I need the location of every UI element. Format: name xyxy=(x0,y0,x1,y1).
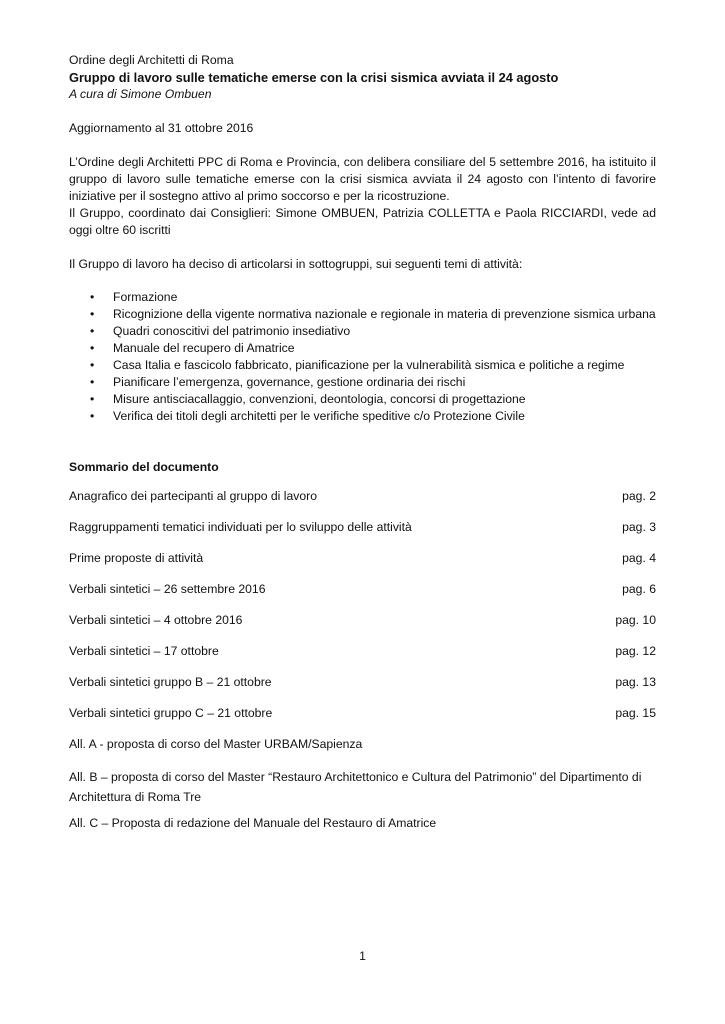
bullet-icon: • xyxy=(90,341,95,355)
bullet-icon: • xyxy=(90,324,95,338)
toc-entry-label: Verbali sintetici gruppo C – 21 ottobre xyxy=(69,706,273,720)
intro-paragraph-2: Il Gruppo, coordinato dai Consiglieri: Simone OMBUEN, Patrizia COLLETTA e Paola RICCIARDI, vede ad oggi oltre 60 iscritti xyxy=(69,206,656,237)
toc-entry-page: pag. 6 xyxy=(622,582,656,596)
list-item-text: Casa Italia e fascicolo fabbricato, pianificazione per la vulnerabilità sismica e politiche a regime xyxy=(113,358,625,372)
toc-entry-page: pag. 10 xyxy=(615,613,656,627)
toc-entry-page: pag. 3 xyxy=(622,520,656,534)
list-item xyxy=(69,374,656,391)
toc-entry-label: Prime proposte di attività xyxy=(69,551,204,565)
toc-row xyxy=(69,705,656,736)
list-item xyxy=(69,306,656,323)
annex-b: All. B – proposta di corso del Master “Restauro Architettonico e Cultura del Patrimonio” del Dipartimento di Architettura di Roma Tre xyxy=(69,770,642,804)
list-item-text: Verifica dei titoli degli architetti per le verifiche speditive c/o Protezione Civile xyxy=(113,409,525,423)
toc-entry-label: Verbali sintetici – 4 ottobre 2016 xyxy=(69,613,243,627)
toc-entry-label: Raggruppamenti tematici individuati per lo sviluppo delle attività xyxy=(69,520,412,534)
annex-a: All. A - proposta di corso del Master URBAM/Sapienza xyxy=(69,737,363,751)
toc-entry-label: Verbali sintetici – 26 settembre 2016 xyxy=(69,582,266,596)
list-item xyxy=(69,340,656,357)
topics-intro: Il Gruppo di lavoro ha deciso di articolarsi in sottogruppi, sui seguenti temi di attività: xyxy=(69,257,523,271)
topics-list xyxy=(69,289,656,425)
table-of-contents xyxy=(69,488,656,832)
toc-entry-page: pag. 15 xyxy=(615,706,656,720)
list-item-text: Quadri conoscitivi del patrimonio insediativo xyxy=(113,324,351,338)
document-title: Gruppo di lavoro sulle tematiche emerse con la crisi sismica avviata il 24 agosto xyxy=(69,70,559,85)
intro-paragraph-1: L’Ordine degli Architetti PPC di Roma e Provincia, con delibera consiliare del 5 settembre 2016, ha istituito il gruppo di lavoro sulle tematiche emerse con la crisi sismica avviata il 24 agosto con l’intento di favorire iniziative per il sostegno attivo al primo soccorso e per la ricostruzione. xyxy=(69,155,656,203)
toc-entry-page: pag. 13 xyxy=(615,675,656,689)
bullet-icon: • xyxy=(90,307,95,321)
document-page xyxy=(69,52,656,832)
bullet-icon: • xyxy=(90,409,95,423)
toc-row xyxy=(69,519,656,550)
annex-c: All. C – Proposta di redazione del Manuale del Restauro di Amatrice xyxy=(69,816,437,830)
bullet-icon: • xyxy=(90,375,95,389)
list-item-text: Ricognizione della vigente normativa nazionale e regionale in materia di prevenzione sismica urbana xyxy=(113,307,656,321)
list-item-text: Manuale del recupero di Amatrice xyxy=(113,341,295,355)
list-item xyxy=(69,289,656,306)
toc-row xyxy=(69,612,656,643)
toc-entry-page: pag. 2 xyxy=(622,489,656,503)
document-author: A cura di Simone Ombuen xyxy=(69,87,212,101)
bullet-icon: • xyxy=(90,392,95,406)
toc-row xyxy=(69,488,656,519)
update-date: Aggiornamento al 31 ottobre 2016 xyxy=(69,121,254,135)
toc-row xyxy=(69,550,656,581)
list-item xyxy=(69,391,656,408)
organization-name: Ordine degli Architetti di Roma xyxy=(69,53,234,67)
toc-entry-label: Verbali sintetici – 17 ottobre xyxy=(69,644,219,658)
list-item xyxy=(69,408,656,425)
bullet-icon: • xyxy=(90,290,95,304)
list-item-text: Pianificare l’emergenza, governance, gestione ordinaria dei rischi xyxy=(113,375,466,389)
toc-row xyxy=(69,581,656,612)
list-item-text: Formazione xyxy=(113,290,178,304)
summary-heading: Sommario del documento xyxy=(69,460,219,474)
toc-row xyxy=(69,643,656,674)
list-item xyxy=(69,323,656,340)
list-item-text: Misure antisciacallaggio, convenzioni, deontologia, concorsi di progettazione xyxy=(113,392,526,406)
bullet-icon: • xyxy=(90,358,95,372)
toc-entry-label: Verbali sintetici gruppo B – 21 ottobre xyxy=(69,675,272,689)
list-item xyxy=(69,357,656,374)
toc-row xyxy=(69,674,656,705)
toc-entry-page: pag. 12 xyxy=(615,644,656,658)
toc-entry-label: Anagrafico dei partecipanti al gruppo di lavoro xyxy=(69,489,317,503)
toc-entry-page: pag. 4 xyxy=(622,551,656,565)
page-number: 1 xyxy=(359,949,366,963)
